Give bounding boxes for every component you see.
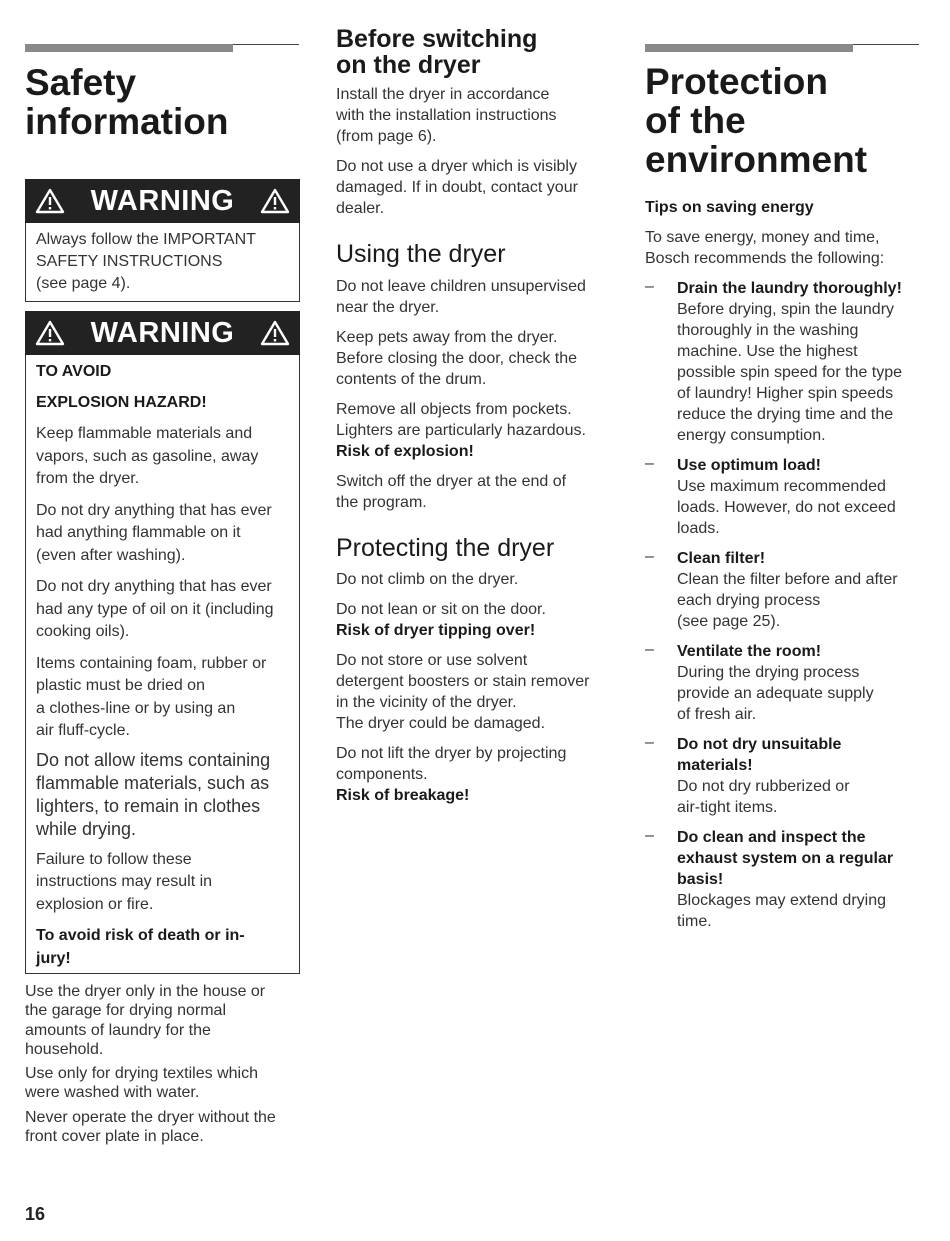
text-line: (see page 25). (677, 613, 781, 630)
text-line: Do clean and inspect the (677, 829, 866, 846)
text-line: Do not leave children unsupervised (336, 278, 586, 295)
text-line: detergent boosters or stain remover (336, 673, 590, 690)
risk-label: Risk of dryer tipping over! (336, 622, 536, 639)
text-line: Bosch recommends the following: (645, 250, 885, 267)
text-line: Use only for drying textiles which (25, 1065, 258, 1083)
text-line: exhaust system on a regular (677, 850, 894, 867)
text-line: Lighters are particularly hazardous. (336, 422, 586, 439)
tip-text (677, 776, 925, 818)
list-item (645, 641, 925, 725)
list-item (645, 734, 925, 818)
text-line: had anything flammable on it (36, 524, 241, 541)
text-line: a clothes-line or by using an (36, 699, 236, 717)
text-line: while drying. (36, 818, 137, 839)
text-line: vapors, such as gasoline, away (36, 447, 259, 465)
tips-heading: Tips on saving energy (645, 199, 814, 216)
text-line: Keep pets away from the dryer. (336, 329, 558, 346)
text-line: the garage for drying normal (25, 1002, 226, 1020)
text-line: Install the dryer in accordance (336, 86, 550, 103)
text-line: jury! (36, 950, 71, 967)
body-paragraph (336, 327, 621, 390)
warning-emphasis (36, 924, 289, 970)
text-line: with the installation instructions (336, 107, 557, 124)
text-line: Do not lean or sit on the door. (336, 601, 546, 618)
text-line: air-tight items. (677, 799, 778, 816)
text-line: from the dryer. (36, 470, 140, 487)
usage-paragraph (25, 1108, 305, 1147)
text-line: components. (336, 766, 428, 783)
usage-paragraph (25, 982, 305, 1059)
text-line: the program. (336, 494, 427, 511)
tip-text (677, 662, 925, 725)
text-line: Use maximum recommended (677, 478, 886, 495)
dash-bullet: – (645, 734, 654, 751)
text-line: basis! (677, 871, 724, 888)
text-line: in the vicinity of the dryer. (336, 694, 517, 711)
list-item (645, 455, 925, 539)
text-line: Remove all objects from pockets. (336, 401, 572, 418)
protecting-heading: Protecting the dryer (336, 534, 555, 562)
text-line: Clean the filter before and after (677, 571, 898, 588)
warning-body (25, 223, 300, 302)
warning-label: WARNING (90, 316, 235, 349)
text-line: cooking oils). (36, 623, 130, 640)
warning-body (25, 355, 300, 974)
before-section (336, 84, 621, 219)
text-line: Do not use a dryer which is visibly (336, 158, 577, 175)
text-line: (even after washing). (36, 546, 186, 564)
text-line: Never operate the dryer without the (25, 1108, 276, 1126)
title-line: of the (645, 100, 746, 141)
text-line: reduce the drying time and the (677, 406, 894, 423)
risk-label: Risk of explosion! (336, 443, 474, 460)
warning-triangle-icon (260, 320, 290, 346)
tip-title (677, 827, 925, 890)
heading-line: Before switching (336, 25, 538, 53)
text-line: Before closing the door, check the (336, 350, 578, 367)
tip-text (677, 569, 925, 632)
text-line: provide an adequate supply (677, 685, 874, 702)
tip-title: Ventilate the room! (677, 643, 822, 660)
warning-paragraph (36, 849, 289, 917)
tips-list (645, 278, 925, 932)
text-line: Do not dry unsuitable (677, 736, 842, 753)
text-line: Do not dry anything that has ever (36, 501, 272, 519)
tip-text (677, 890, 925, 932)
dash-bullet: – (645, 278, 654, 295)
text-line: To avoid risk of death or in- (36, 927, 245, 944)
to-avoid: TO AVOID (36, 363, 112, 380)
text-line: Use the dryer only in the house or (25, 983, 266, 1000)
text-line: front cover plate in place. (25, 1128, 204, 1146)
text-line: instructions may result in (36, 873, 213, 890)
text-line: Blockages may extend drying (677, 892, 886, 909)
page-number: 16 (25, 1204, 46, 1224)
text-line: machine. Use the highest (677, 343, 858, 360)
list-item (645, 827, 925, 932)
warning-paragraph-large (36, 749, 289, 841)
body-paragraph (336, 156, 621, 219)
text-line: Do not allow items containing (36, 749, 271, 770)
tip-title (677, 734, 925, 776)
text-line: contents of the drum. (336, 371, 487, 388)
section-rule-left (25, 44, 299, 45)
list-item (645, 278, 925, 446)
warning-box-1 (25, 179, 300, 302)
environment-title (645, 62, 925, 179)
text-line: of laundry! Higher spin speeds (677, 385, 894, 402)
usage-paragraph (25, 1064, 305, 1103)
text-line: near the dryer. (336, 299, 440, 316)
risk-label: Risk of breakage! (336, 787, 470, 804)
text-line: Items containing foam, rubber or (36, 654, 267, 672)
before-heading (336, 26, 616, 78)
warning-paragraph (36, 423, 289, 491)
body-paragraph (336, 471, 621, 513)
safety-title (25, 63, 300, 141)
text-line: dealer. (336, 200, 385, 217)
protecting-section (336, 569, 621, 806)
safety-title-line: information (25, 101, 229, 142)
warning-paragraph (36, 500, 289, 568)
text-line: amounts of laundry for the (25, 1021, 211, 1039)
text-line: had any type of oil on it (including (36, 600, 274, 618)
text-line: Switch off the dryer at the end of (336, 473, 567, 490)
text-line: SAFETY INSTRUCTIONS (36, 253, 223, 270)
body-paragraph (336, 743, 621, 806)
text-line: of fresh air. (677, 706, 757, 723)
body-paragraph (336, 84, 621, 147)
text-line: (see page 4). (36, 275, 131, 292)
warning-header (25, 179, 300, 223)
using-section (336, 276, 621, 513)
text-line: Do not lift the dryer by projecting (336, 745, 567, 762)
text-line: Failure to follow these (36, 850, 192, 868)
list-item (645, 548, 925, 632)
body-paragraph (336, 276, 621, 318)
text-line: explosion or fire. (36, 895, 154, 913)
text-line: thoroughly in the washing (677, 322, 859, 339)
text-line: time. (677, 913, 712, 930)
text-line: Always follow the IMPORTANT (36, 231, 256, 248)
tip-text (677, 476, 925, 539)
heading-line: on the dryer (336, 51, 481, 79)
warning-box-2 (25, 311, 300, 974)
dash-bullet: – (645, 827, 654, 844)
safety-title-line: Safety (25, 62, 137, 103)
text-line: household. (25, 1040, 104, 1058)
dash-bullet: – (645, 641, 654, 658)
text-line: air fluff-cycle. (36, 722, 130, 739)
text-line: Keep flammable materials and (36, 425, 253, 442)
dash-bullet: – (645, 548, 654, 565)
warning-triangle-icon (260, 188, 290, 214)
tip-text (677, 299, 925, 446)
tip-title: Use optimum load! (677, 457, 822, 474)
warning-header (25, 311, 300, 355)
warning-triangle-icon (35, 320, 65, 346)
warning-paragraph (36, 653, 289, 743)
tip-title: Drain the laundry thoroughly! (677, 280, 902, 297)
warning-text (36, 229, 289, 295)
body-paragraph: Do not climb on the dryer. (336, 571, 519, 588)
text-line: To save energy, money and time, (645, 229, 880, 246)
hazard-label: EXPLOSION HAZARD! (36, 394, 207, 411)
using-heading: Using the dryer (336, 240, 506, 268)
tips-intro (645, 227, 925, 269)
text-line: energy consumption. (677, 427, 826, 444)
text-line: each drying process (677, 592, 821, 609)
title-line: Protection (645, 61, 828, 102)
body-paragraph (336, 599, 621, 641)
text-line: damaged. If in doubt, contact your (336, 179, 578, 196)
body-paragraph (336, 399, 621, 462)
text-line: Before drying, spin the laundry (677, 301, 895, 318)
text-line: Do not store or use solvent (336, 652, 528, 669)
text-line: The dryer could be damaged. (336, 715, 546, 732)
text-line: flammable materials, such as (36, 772, 270, 793)
text-line: Do not dry anything that has ever (36, 578, 272, 595)
text-line: (from page 6). (336, 128, 437, 145)
text-line: possible spin speed for the type (677, 364, 903, 381)
text-line: Do not dry rubberized or (677, 778, 850, 795)
text-line: lighters, to remain in clothes (36, 795, 261, 816)
text-line: were washed with water. (25, 1084, 200, 1102)
warning-label: WARNING (90, 184, 235, 217)
text-line: materials! (677, 757, 753, 774)
section-rule-right (645, 44, 919, 45)
text-line: plastic must be dried on (36, 677, 205, 694)
text-line: loads. However, do not exceed (677, 499, 896, 516)
tip-title: Clean filter! (677, 550, 766, 567)
warning-paragraph (36, 576, 289, 644)
title-line: environment (645, 139, 868, 180)
text-line: loads. (677, 520, 720, 537)
body-paragraph (336, 650, 621, 734)
warning-triangle-icon (35, 188, 65, 214)
dash-bullet: – (645, 455, 654, 472)
usage-notes (25, 982, 305, 1146)
text-line: During the drying process (677, 664, 860, 681)
